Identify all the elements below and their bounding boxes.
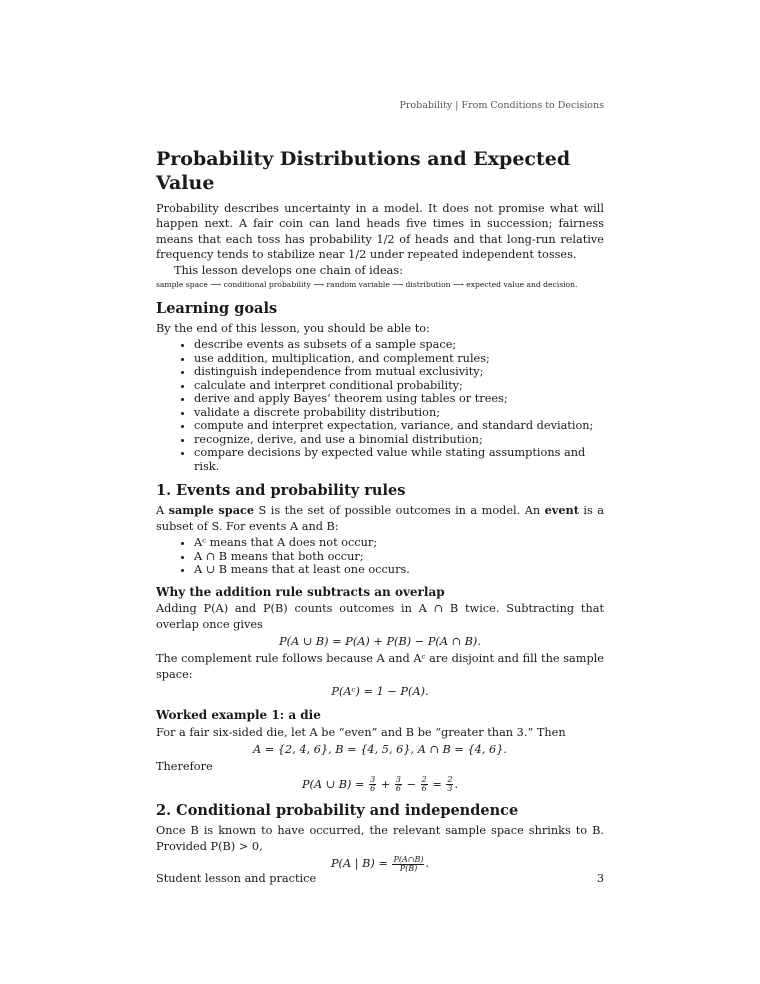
list-item: • Aᶜ means that A does not occur; xyxy=(194,536,604,550)
fraction xyxy=(395,776,402,793)
conditional-probability-equation: P(A | B) = $\frac{P(A\cap B)}{P(B)}$ . xyxy=(330,854,430,873)
goals-heading: Learning goals xyxy=(156,300,278,317)
list-item: • validate a discrete probability distribution; xyxy=(194,406,604,420)
intro-chain-lead: This lesson develops one chain of ideas: xyxy=(174,263,404,277)
denominator: 6 xyxy=(395,784,401,794)
fraction xyxy=(369,776,376,793)
denominator: 6 xyxy=(370,784,376,794)
addition-rule-text: Adding P(A) and P(B) counts outcomes in A ∩ B twice. Subtracting that overlap once gives xyxy=(156,602,604,631)
worked-example-heading: Worked example 1: a die xyxy=(156,708,321,723)
text-span: S is the set of possible outcomes in a model. An xyxy=(254,504,545,518)
idea-chain: sample space ⟶ conditional probability ⟶ random variable ⟶ distribution ⟶ expected value and decision. xyxy=(156,280,578,289)
addition-rule-equation: P(A ∪ B) = P(A) + P(B) − P(A ∩ B). xyxy=(279,635,481,649)
equation-lhs: P(A | B) = xyxy=(330,857,388,871)
denominator: P(B) xyxy=(399,863,418,873)
fraction xyxy=(421,776,428,793)
text-span: is a subset of S. For events A and B: xyxy=(156,504,605,533)
addition-rule-heading: Why the addition rule subtracts an overlap xyxy=(156,584,445,599)
numerator: P(A∩B) xyxy=(393,854,424,864)
section-2-intro: Once B is known to have occurred, the relevant sample space shrinks to B. Provided P(B) > 0, xyxy=(156,824,604,853)
section-2-heading: 2. Conditional probability and independence xyxy=(156,802,519,820)
intro-paragraph: Probability describes uncertainty in a model. It does not promise what will happen next. A fair coin can land heads five times in succession; fairness means that each toss has probability 1/2 of heads and that long-run relative frequency tends to stabilize near 1/2 under repeated independent tosses. xyxy=(156,201,604,261)
complement-rule-text: The complement rule follows because A and Aᶜ are disjoint and fill the sample space: xyxy=(156,652,604,681)
list-item: • compare decisions by expected value while stating assumptions and risk. xyxy=(194,446,604,473)
list-item: • describe events as subsets of a sample space; xyxy=(194,338,604,352)
term-event: event xyxy=(544,503,579,518)
page-number: 3 xyxy=(596,872,604,885)
section-1-intro xyxy=(156,503,604,534)
list-item: • A ∪ B means that at least one occurs. xyxy=(194,563,604,577)
therefore-text: Therefore xyxy=(156,760,213,774)
list-item: • calculate and interpret conditional probability; xyxy=(194,379,604,393)
list-item: • use addition, multiplication, and complement rules; xyxy=(194,352,604,366)
numerator: 2 xyxy=(421,775,427,785)
operator: = xyxy=(432,777,442,791)
fraction xyxy=(392,856,424,873)
event-notation-list xyxy=(156,536,604,577)
goals-list xyxy=(156,338,604,473)
numerator: 3 xyxy=(370,775,376,785)
list-item: • recognize, derive, and use a binomial distribution; xyxy=(194,433,604,447)
denominator: 3 xyxy=(447,784,453,794)
list-item: • A ∩ B means that both occur; xyxy=(194,550,604,564)
footer-label: Student lesson and practice xyxy=(156,872,317,885)
list-item: • derive and apply Bayes’ theorem using tables or trees; xyxy=(194,392,604,406)
equation-lhs: P(A ∪ B) = xyxy=(301,777,365,791)
page-title: Probability Distributions and Expected Value xyxy=(156,148,571,194)
running-head: Probability | From Conditions to Decisions xyxy=(399,100,604,111)
numerator: 3 xyxy=(395,775,401,785)
fraction xyxy=(446,776,453,793)
denominator: 6 xyxy=(421,784,427,794)
operator: − xyxy=(406,777,417,791)
die-union-equation: P(A ∪ B) = $\frac{3}{6}$ + $\frac{3}{6}$ − $\frac{2}{6}$ = $\frac{2}{3}$ . xyxy=(301,775,459,794)
term-sample-space: sample space xyxy=(168,503,255,518)
section-1-heading: 1. Events and probability rules xyxy=(156,482,406,500)
list-item: • compute and interpret expectation, variance, and standard deviation; xyxy=(194,419,604,433)
content xyxy=(156,148,604,874)
operator: + xyxy=(380,777,391,791)
goals-lead: By the end of this lesson, you should be able to: xyxy=(156,321,430,335)
die-sets-equation: A = {2, 4, 6}, B = {4, 5, 6}, A ∩ B = {4, 6}. xyxy=(253,743,507,757)
text-span: A xyxy=(156,504,169,518)
worked-example-text: For a fair six-sided die, let A be “even” and B be “greater than 3.” Then xyxy=(156,725,566,739)
complement-rule-equation: P(Aᶜ) = 1 − P(A). xyxy=(331,685,429,699)
numerator: 2 xyxy=(447,775,453,785)
list-item: • distinguish independence from mutual exclusivity; xyxy=(194,365,604,379)
